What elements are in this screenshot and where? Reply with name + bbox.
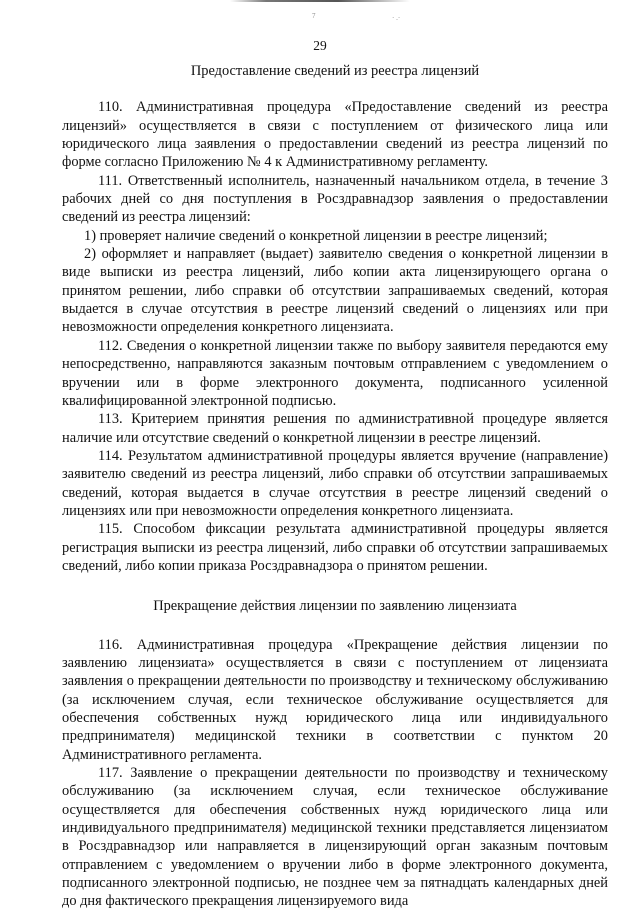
- page-number: 29: [313, 38, 327, 53]
- list-item-2: 2) оформляет и направляет (выдает) заявителю сведения о конкретной лицензии в виде выписки из реестра лицензий, либо копии акта лицензирующего органа о принятом решении, либо справки об отсутствии запрашиваемых сведений, которая выдается в случае отсутствия в реестре лицензий сведений о лицензиях или при невозможности определения конкретного лицензиата.: [62, 246, 608, 336]
- paragraph-111: 111. Ответственный исполнитель, назначенный начальником отдела, в течение 3 рабочих дней со дня поступления в Росздравнадзор заявления о предоставлении сведений из реестра лицензий:: [62, 172, 608, 226]
- section-heading: Предоставление сведений из реестра лицензий: [190, 63, 480, 79]
- scan-mark: · .·: [392, 14, 401, 22]
- paragraph-116: 116. Административная процедура «Прекращение действия лицензии по заявлению лицензиата» осуществляется в связи с поступлением от лицензиата заявления о прекращении деятельности по производству и техническому обслуживанию (за исключением случая, если техническое обслуживание осуществляется для обеспечения собственных нужд юридического лица или индивидуального предпринимателя) медицинской техники в соответствии с пунктом 20 Административного регламента.: [62, 636, 608, 763]
- paragraph-117: 117. Заявление о прекращении деятельности по производству и техническому обслуживанию (за исключением случая, если техническое обслуживание осуществляется для обеспечения собственных нужд юридического лица или индивидуального предпринимателя) медицинской техники представляется лицензиатом в Росздравнадзор или направляется в лицензирующий орган заказным почтовым отправлением с уведомлением о вручении либо в форме электронного документа, подписанного электронной подписью, не позднее чем за пятнадцать календарных дней до дня фактического прекращения лицензируемого вида: [62, 765, 608, 910]
- paragraph-115: 115. Способом фиксации результата административной процедуры является регистрация выписки из реестра лицензий, либо справки об отсутствии запрашиваемых сведений, либо копии приказа Росздравнадзора о принятом решении.: [62, 521, 608, 574]
- scan-mark: 7: [312, 12, 316, 20]
- scan-edge-artifact: [230, 0, 410, 2]
- paragraph-113: 113. Критерием принятия решения по административной процедуре является наличие или отсутствие сведений о конкретной лицензии в реестре лицензий.: [62, 411, 608, 446]
- paragraph-112: 112. Сведения о конкретной лицензии также по выбору заявителя передаются ему непосредственно, направляются заказным почтовым отправлением с уведомлением о вручении или в форме электронного документа, подписанного усиленной квалифицированной электронной подписью.: [62, 337, 608, 409]
- section-heading: Прекращение действия лицензии по заявлению лицензиата: [153, 598, 517, 615]
- paragraph-114: 114. Результатом административной процедуры является вручение (направление) заявителю сведений из реестра лицензий, либо справки об отсутствии запрашиваемых сведений, которая выдается в случае отсутствия в реестре лицензий сведений о лицензиях или при невозможности определения конкретного лицензиата.: [62, 447, 608, 519]
- paragraph-110: 110. Административная процедура «Предоставление сведений из реестра лицензий» осуществляется в связи с поступлением от физического лица или юридического лица заявления о предоставлении сведений из реестра лицензий по форме согласно Приложению № 4 к Административному регламенту.: [62, 99, 608, 171]
- document-body: [62, 62, 608, 911]
- list-item-1: 1) проверяет наличие сведений о конкретной лицензии в реестре лицензий;: [84, 227, 548, 244]
